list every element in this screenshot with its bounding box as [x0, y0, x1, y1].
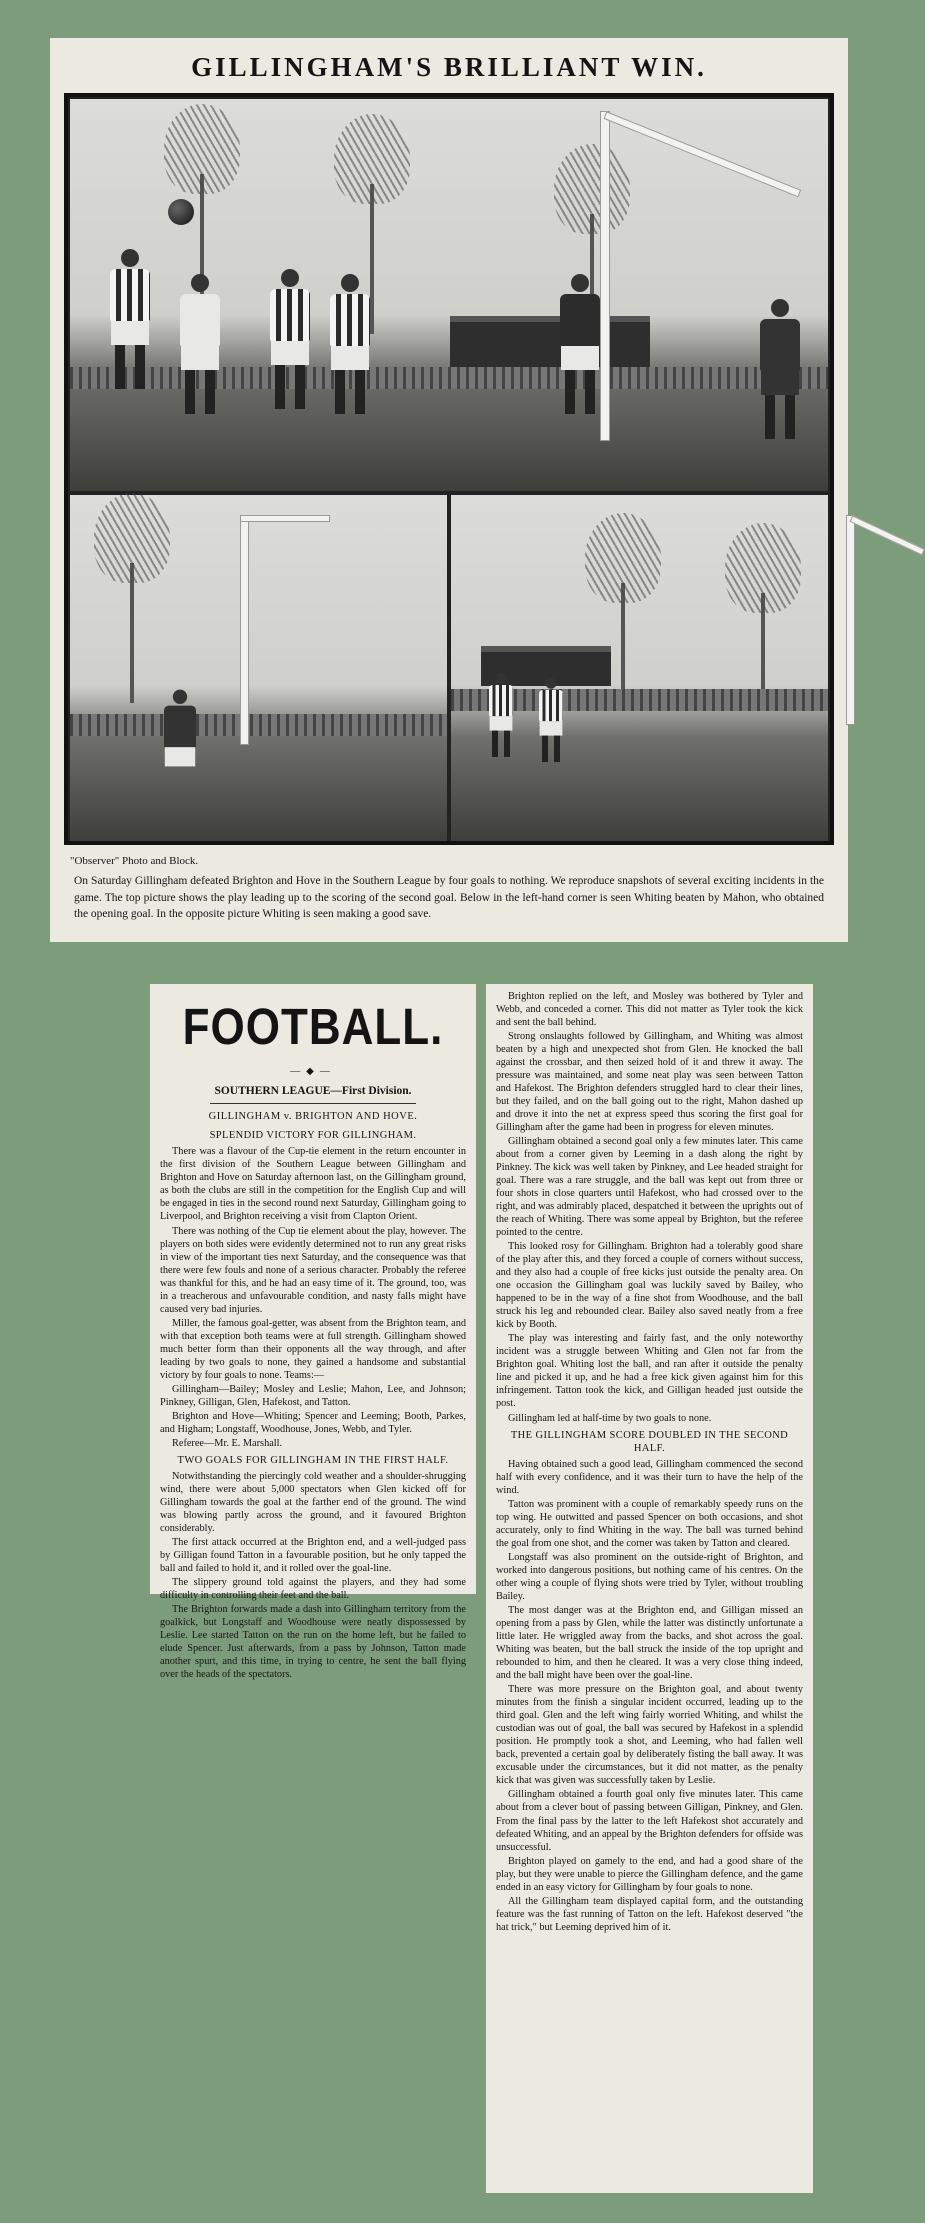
paragraph: Gillingham obtained a fourth goal only five minutes later. This came about from a clever bout of passing between Gilligan, Pinkney, and Glen. From the final pass by the latter to the left Hafekost shot accurately and defeated Whiting, and an appeal by the Brighton defenders for offside was unsuccessful. — [496, 1789, 803, 1853]
paragraph: The first attack occurred at the Brighton end, and a well-judged pass by Gilligan found Tatton in a favourable position, but he only tapped the ball and failed to hold it, and it rolled over the goal-line. — [160, 1537, 466, 1575]
paragraph: Miller, the famous goal-getter, was absent from the Brighton team, and with that exception both teams were at full strength. Gillingham showed much better form than their opponents all the way through, and after leading by two goals to none, they gained a handsome and substantial victory by four goals to none. Teams:— — [160, 1317, 466, 1381]
paragraph: Notwithstanding the piercingly cold weather and a shoulder-shrugging wind, there were about 5,000 spectators when Glen kicked off for Gillingham towards the goal at the farther end of the ground. The wind was blowing partly across the ground, and it favoured Brighton considerably. — [160, 1471, 466, 1535]
paragraph: Gillingham led at half-time by two goals to none. — [508, 1412, 712, 1424]
report-column-left — [150, 984, 476, 1681]
photo-credit: "Observer" Photo and Block. — [70, 855, 199, 867]
paragraph: The Brighton forwards made a dash into Gillingham territory from the goalkick, but Longstaff and Woodhouse were neatly dispossessed by Leslie. Lee started Tatton on the run on the home left, but he failed to elude Spencer. Just afterwards, from a pass by Johnson, Tatton made another spurt, and this time, in trying to centre, he sent the ball flying over the heads of the spectators. — [160, 1604, 466, 1681]
section-title: FOOTBALL. — [182, 999, 444, 1056]
paragraph: Brighton and Hove—Whiting; Spencer and Leeming; Booth, Parkes, and Higham; Longstaff, Woodhouse, Jones, Webb, and Tyler. — [160, 1410, 466, 1435]
photo-montage — [64, 93, 834, 845]
report-column-right — [486, 984, 813, 2193]
paragraph: There was a flavour of the Cup-tie element in the return encounter in the first division of the Southern League between Gillingham and Brighton and Hove on Saturday afternoon last, on the Gillingham ground, as both the clubs are still in the competition for the English Cup and will be engaged in ties in the second round next Saturday, Gillingham going to Liverpool, and Brighton receiving a visit from Clapton Orient. — [160, 1146, 466, 1223]
report-headline: SPLENDID VICTORY FOR GILLINGHAM. — [209, 1130, 417, 1142]
subheading-second-half: THE GILLINGHAM SCORE DOUBLED IN THE SECOND HALF. — [510, 1429, 789, 1454]
paragraph: Gillingham—Bailey; Mosley and Leslie; Mahon, Lee, and Johnson; Pinkney, Gilligan, Glen, Hafekost, and Tatton. — [160, 1383, 466, 1408]
paragraph: Longstaff was also prominent on the outside-right of Brighton, and worked into dangerous positions, but nothing came of his centres. On the other wing a couple of flying shots were tried by Tyler, without troubling Bailey. — [496, 1552, 803, 1603]
subheading-first-half: TWO GOALS FOR GILLINGHAM IN THE FIRST HALF. — [177, 1454, 449, 1466]
paragraph: Brighton played on gamely to the end, and had a good share of the play, but they were unable to pierce the Gillingham defence, and the game ended in an easy victory for Gillingham by four goals to none. — [496, 1855, 803, 1893]
division-heading: SOUTHERN LEAGUE—First Division. — [214, 1085, 412, 1098]
photo-goalmouth-scramble — [70, 99, 828, 491]
paragraph: The play was interesting and fairly fast, and the only noteworthy incident was a struggle between Whiting and Glen not far from the Brighton goal. Whiting lost the ball, and ran after it outside the penalty line and picked it up, and he had a free kick given against him for this infringement. Tatton took the kick, and Gilligan headed just outside the post. — [496, 1333, 803, 1410]
paragraph: There was nothing of the Cup tie element about the play, however. The players on both sides were evidently determined not to run any great risks in view of the important ties next Saturday, and the consequence was that there were few fouls and none of a serious character. Probably the referee was thankful for this, and he had an easy time of it. The ground, too, was in a treacherous and unfavourable condition, and nasty falls might have caused very bad injuries. — [160, 1225, 466, 1315]
paragraph: Strong onslaughts followed by Gillingham, and Whiting was almost beaten by a high and unexpected shot from Glen. He knocked the ball against the crossbar, and then seized hold of it and threw it away. The pressure was maintained, and some neat play was seen between Tatton and Hafekost. The Brighton defenders struggled hard to clear their lines, but they failed, and on the ball going out to the right, Mahon dashed up and drove it into the net at express speed thus scoring the first goal for Gillingham after the game had been in progress for eleven minutes. — [496, 1031, 803, 1134]
match-heading: GILLINGHAM v. BRIGHTON AND HOVE. — [208, 1110, 418, 1122]
photo-good-save — [451, 495, 828, 841]
divider — [210, 1103, 416, 1104]
photo-caption: On Saturday Gillingham defeated Brighton and Hove in the Southern League by four goals to nothing. We reproduce snapshots of several exciting incidents in the game. The top picture shows the play leading up to the scoring of the second goal. Below in the left-hand corner is seen Whiting beaten by Mahon, who obtained the opening goal. In the opposite picture Whiting is seen making a good save. — [74, 875, 824, 921]
paragraph: Tatton was prominent with a couple of remarkably speedy runs on the top wing. He outwitted and passed Spencer on both occasions, and shot accurately, only to find Whiting in the way. The ball was turned behind the goal from one shot, and the corner was taken by Tatton and cleared. — [496, 1499, 803, 1550]
paragraph: There was more pressure on the Brighton goal, and about twenty minutes from the finish a singular incident occurred, leading up to the third goal. Glen and the left wing fairly worried Whiting, and whilst the custodian was out of goal, the ball was secured by Hafekost in a splendid position. He promptly took a shot, and Leeming, who had fallen well back, prevented a certain goal by deliberately fisting the ball away. It was excusable under the circumstances, but it did not matter, as the penalty kick that was given was successfully taken by Leslie. — [496, 1684, 803, 1787]
ornament-divider: —◆— — [290, 1065, 336, 1077]
top-clipping — [50, 38, 848, 942]
paragraph: Gillingham obtained a second goal only a few minutes later. This came about from a corner given by Leeming in a dash along the right by Pinkney. The kick was well taken by Pinkney, and Lee headed straight for goal. There was a rare struggle, and the ball was kept out from three or four shots in close quarters until Hafekost, who had crossed over to the right, and was admirably placed, despatched it between the uprights out of the reach of Whiting. There was some appeal by Brighton, but the referee pointed to the centre. — [496, 1136, 803, 1239]
paragraph: The slippery ground told against the players, and they had some difficulty in controlling their feet and the ball. — [160, 1577, 466, 1602]
paragraph: The most danger was at the Brighton end, and Gilligan missed an opening from a pass by Glen, while the latter was distinctly unfortunate a little later. He wriggled away from the backs, and shot across the goal. Whiting was beaten, but the ball struck the inside of the top upright and rebounded to him, and then he cleared. It was a very close thing indeed, and the ball might have been over the goal-line. — [496, 1605, 803, 1682]
paragraph: Brighton replied on the left, and Mosley was bothered by Tyler and Webb, and conceded a corner. This did not matter as Tyler took the kick and sent the ball behind. — [496, 991, 803, 1029]
paragraph: This looked rosy for Gillingham. Brighton had a tolerably good share of the play after this, and they forced a couple of corners without success, and they also had a couple of free kicks just outside the penalty area. On one occasion the Gillingham goal was luckily saved by Bailey, who happened to be in the way of a fine shot from Woodhouse, and the ball struck his leg and rebounded clear. Bailey also saved neatly from a free kick by Booth. — [496, 1241, 803, 1331]
paragraph: Having obtained such a good lead, Gillingham commenced the second half with every confidence, and it was their turn to have the help of the wind. — [496, 1459, 803, 1497]
paragraph: All the Gillingham team displayed capital form, and the outstanding feature was the fast running of Tatton on the left. Hafekost deserved "the hat trick," but Leeming deprived him of it. — [496, 1895, 803, 1933]
paragraph: Referee—Mr. E. Marshall. — [172, 1437, 283, 1449]
clipping-headline: GILLINGHAM'S BRILLIANT WIN. — [191, 52, 707, 82]
photo-opening-goal — [70, 495, 447, 841]
